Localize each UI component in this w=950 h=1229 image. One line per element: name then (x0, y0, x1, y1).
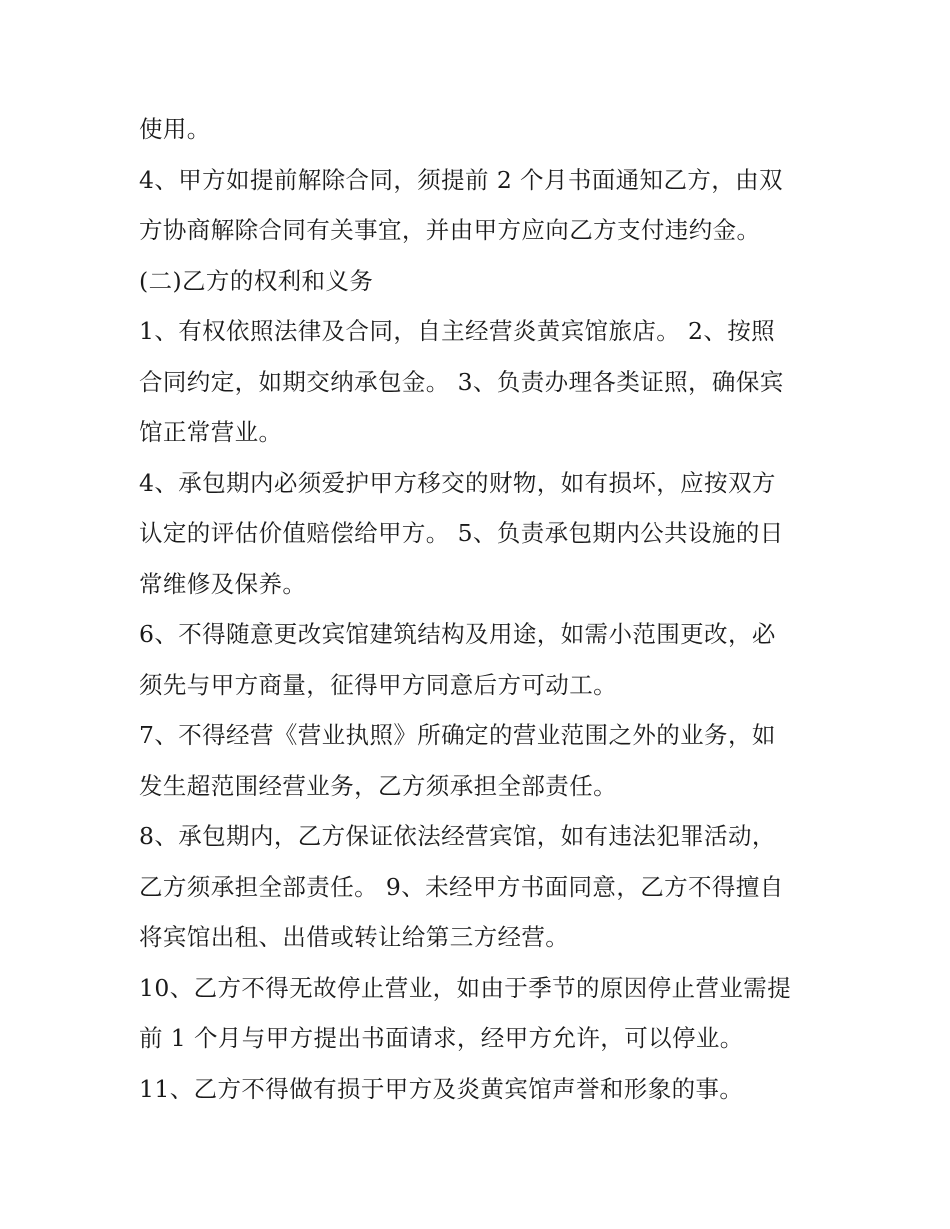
section-heading: (二)乙方的权利和义务 (139, 266, 374, 295)
text-line: 发生超范围经营业务，乙方须承担全部责任。 (139, 771, 617, 800)
text-line: 8、承包期内，乙方保证依法经营宾馆，如有违法犯罪活动， (139, 822, 776, 850)
contract-body-text (139, 104, 819, 1114)
text-line: 将宾馆出租、出借或转让给第三方经营。 (139, 923, 570, 951)
text-line: 须先与甲方商量，征得甲方同意后方可动工。 (139, 670, 617, 699)
text-line: 使用。 (139, 115, 211, 143)
text-line: 前 1 个月与甲方提出书面请求，经甲方允许，可以停业。 (139, 1024, 744, 1052)
text-line: 馆正常营业。 (139, 418, 283, 446)
text-line: 4、承包期内必须爱护甲方移交的财物，如有损坏，应按双方 (139, 468, 776, 497)
text-line: 合同约定，如期交纳承包金。 3、负责办理各类证照，确保宾 (139, 367, 784, 396)
text-line: 11、乙方不得做有损于甲方及炎黄宾馆声誉和形象的事。 (139, 1074, 744, 1103)
text-line: 6、不得随意更改宾馆建筑结构及用途，如需小范围更改，必 (139, 620, 776, 648)
text-line: 7、不得经营《营业执照》所确定的营业范围之外的业务，如 (139, 721, 776, 749)
text-line: 4、甲方如提前解除合同，须提前 2 个月书面通知乙方，由双 (139, 165, 783, 194)
text-line: 10、乙方不得无故停止营业，如由于季节的原因停止营业需提 (139, 973, 792, 1002)
text-line: 方协商解除合同有关事宜，并由甲方应向乙方支付违约金。 (139, 216, 761, 244)
text-line: 乙方须承担全部责任。 9、未经甲方书面同意，乙方不得擅自 (139, 872, 784, 901)
text-line: 1、有权依照法律及合同，自主经营炎黄宾馆旅店。 2、按照 (139, 317, 776, 345)
text-line: 常维修及保养。 (139, 569, 307, 598)
text-line: 认定的评估价值赔偿给甲方。 5、负责承包期内公共设施的日 (139, 519, 784, 547)
